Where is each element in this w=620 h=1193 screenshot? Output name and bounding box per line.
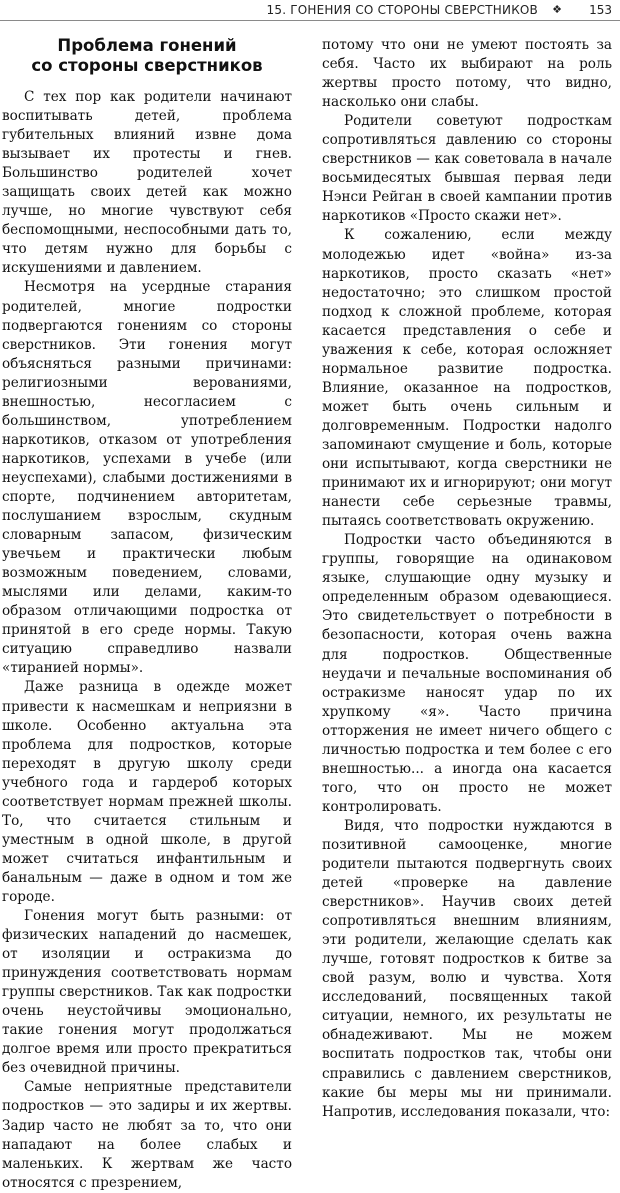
paragraph: С тех пор как родители начинают воспитывать детей, проблема губительных влияний извне дома вызывает их протесты и гнев. Большинство родителей хочет защищать своих детей как можно лучше, но многие чувствуют себя беспомощными, неспособными дать то, что детям нужно для борьбы с искушениями и давлением. [2, 89, 292, 277]
paragraph: Даже разница в одежде может привести к насмешкам и неприязни в школе. Особенно актуальна эта проблема для подростков, которые переходят в другую школу среди учебного года и гардероб которых соответствует нормам прежней школы. То, что считается стильным и уместным в одной школе, в другой может считаться инфантильным и банальным — даже в одном и том же городе. [2, 679, 292, 905]
paragraph: Самые неприятные представители подростков — это задиры и их жертвы. Задир часто не любят за то, что они нападают на более слабых и маленьких. К жертвам же часто относятся с презрением, [2, 1079, 292, 1191]
paragraph: Несмотря на усердные старания родителей, многие подростки подвергаются гонениям со стороны сверстников. Эти гонения могут объясняться разными причинами: религиозными верованиями, внешностью, несогласием с большинством, употреблением наркотиков, отказом от употребления наркотиков, успехами в учебе (или неуспехами), слабыми достижениями в спорте, подчинением авторитетам, послушанием взрослым, скудным словарным запасом, физическим увечьем и практически любым возможным поведением, словами, мыслями или делами, каким-то образом отличающими подростка от принятой в его среде нормы. Такую ситуацию справедливо назвали «тиранией нормы». [2, 279, 292, 677]
heading-line-2: со стороны сверстников [31, 56, 263, 75]
heading-line-1: Проблема гонений [57, 36, 237, 55]
paragraph: Видя, что подростки нуждаются в позитивной самооценке, многие родители пытаются подвергнуть своих детей «проверке на давление сверстников». Научив своих детей сопротивляться внешним влияниям, эти родители, желающие сделать как лучше, готовят подростков к битве за свой разум, волю и чувства. Хотя исследований, посвященных такой ситуации, немного, их результаты не обнадеживают. Мы не можем воспитать подростков так, чтобы они справились с давлением сверстников, какие бы меры мы ни принимали. Напротив, исследования показали, что: [322, 817, 612, 1120]
page-number: 153 [589, 3, 612, 17]
section-heading [2, 36, 292, 76]
chapter-title: 15. ГОНЕНИЯ СО СТОРОНЫ СВЕРСТНИКОВ [266, 3, 538, 17]
left-column [2, 33, 292, 1193]
right-column [322, 36, 612, 1122]
header-rule [0, 20, 620, 21]
paragraph: Подростки часто объединяются в группы, говорящие на одинаковом языке, слушающие одну музыку и определенным образом одевающиеся. Это свидетельствует о потребности в безопасности, которая очень важна для подростков. Общественные неудачи и печальные воспоминания об остракизме наносят удар по их хрупкому «я». Часто причина отторжения не имеет ничего общего с личностью подростка и тем более с его внешностью... а иногда она касается того, что он просто не может контролировать. [322, 532, 612, 815]
paragraph-continued: потому что они не умеют постоять за себя. Часто их выбирают на роль жертвы просто потому, что видно, насколько они слабы. [322, 37, 612, 111]
running-header [0, 0, 620, 22]
paragraph: Родители советуют подросткам сопротивляться давлению со стороны сверстников — как советовала в начале восьмидесятых бывшая первая леди Нэнси Рейган в своей кампании против наркотиков «Просто скажи нет». [322, 113, 612, 225]
paragraph: Гонения могут быть разными: от физических нападений до насмешек, от изоляции и остракизма до принуждения соответствовать нормам группы сверстников. Так как подростки очень неустойчивы эмоционально, такие гонения могут продолжаться долгое время или просто прекратиться без очевидной причины. [2, 908, 292, 1077]
ornament-icon: ❖ [552, 3, 562, 16]
paragraph: К сожалению, если между молодежью идет «война» из-за наркотиков, просто сказать «нет» недостаточно; это слишком простой подход к сложной проблеме, которая касается представления о себе и уважения к себе, которая осложняет нормальное развитие подростка. Влияние, оказанное на подростков, может быть очень сильным и долговременным. Подростки надолго запоминают смущение и боль, которые они испытывают, когда сверстники не принимают их и игнорируют; они могут нанести себе серьезные травмы, пытаясь соответствовать окружению. [322, 227, 612, 530]
